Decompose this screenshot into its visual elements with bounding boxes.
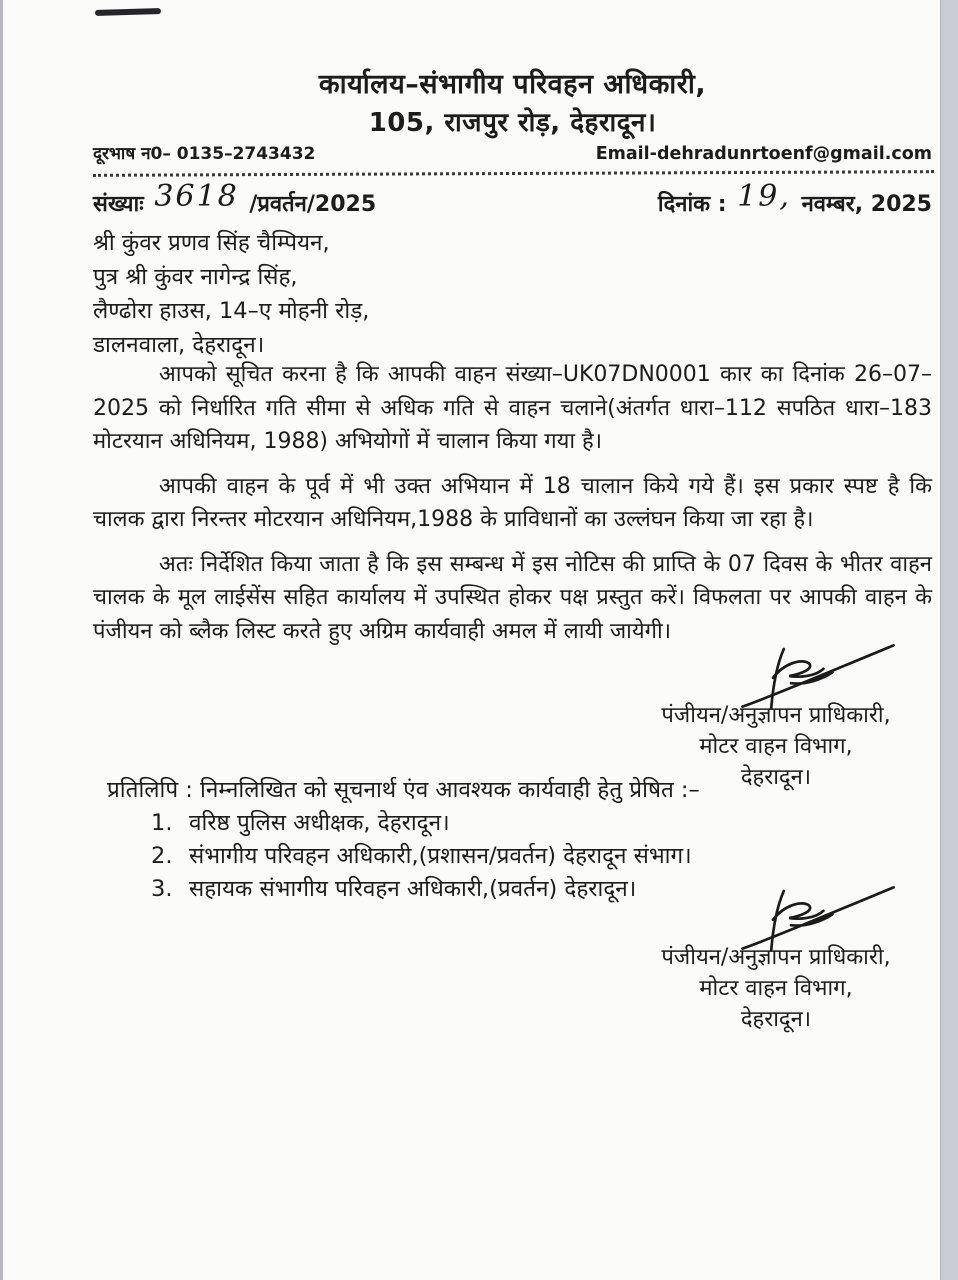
letter-body [93,358,932,659]
copy-item-text: सहायक संभागीय परिवहन अधिकारी,(प्रवर्तन) देहरादून। [189,876,637,902]
paragraph-1: आपको सूचित करना है कि आपकी वाहन संख्या–UK07DN0001 कार का दिनांक 26–07–2025 को निर्धारित गति सीमा से अधिक गति से वाहन चलाने(अंतर्गत धारा–112 सपठित धारा–183 मोटरयान अधिनियम, 1988) अभियोगों में चालान किया गया है। [93,362,932,454]
signatory-department: मोटर वाहन विभाग, [699,976,853,1001]
copy-item-number: 3. [151,876,173,902]
scan-artifact-streak [95,8,161,16]
signatory-place: देहरादून। [740,1007,812,1032]
copy-item-number: 1. [151,810,173,836]
dotted-separator [93,170,934,177]
reference-number [93,179,377,219]
addressee-father: पुत्र श्री कुंवर नागेन्द्र सिंह, [93,264,298,290]
copy-item-text: संभागीय परिवहन अधिकारी,(प्रशासन/प्रवर्तन) देहरादून संभाग। [189,843,692,869]
paragraph-3: अतः निर्देशित किया जाता है कि इस सम्बन्ध में इस नोटिस की प्राप्ति के 07 दिवस के भीतर वाहन चालक के मूल लाईसेंस सहित कार्यालय में उपस्थित होकर पक्ष प्रस्तुत करें। विफलता पर आपकी वाहन के पंजीयन को ब्लैक लिस्ट करते हुए अग्रिम कार्यवाही अमल में लायी जायेगी। [93,551,932,644]
letter-date [657,179,932,219]
addressee-street: लैण्ढोरा हाउस, 14–ए मोहनी रोड़, [93,298,370,324]
phone-number: दूरभाष न0– 0135–2743432 [93,144,316,164]
reference-number-suffix: /प्रवर्तन/2025 [249,192,377,217]
contact-row [93,138,932,164]
signature-block-2 [626,882,926,1035]
date-label: दिनांक : [657,192,727,217]
letterhead [93,66,932,142]
reference-number-handwritten: 3618 [154,179,239,214]
reference-number-label: संख्याः [93,192,144,217]
addressee-city: डालनवाला, देहरादून। [93,332,265,358]
copy-item-text: वरिष्ठ पुलिस अधीक्षक, देहरादून। [189,810,450,836]
office-address: 105, राजपुर रोड़, देहरादून। [368,108,657,138]
copy-item-number: 2. [151,843,173,869]
email-address: Email-dehradunrtoenf@gmail.com [595,144,932,164]
addressee-name: श्री कुंवर प्रणव सिंह चैम्पियन, [93,230,330,256]
office-title: कार्यालय–संभागीय परिवहन अधिकारी, [318,69,707,100]
copy-to-item-2 [151,840,932,873]
signatory-department: मोटर वाहन विभाग, [699,734,853,759]
copy-to-heading: प्रतिलिपि : निम्नलिखित को सूचनार्थ एंव आवश्यक कार्यवाही हेतु प्रेषित :– [107,777,700,803]
date-suffix: नवम्बर, 2025 [801,192,932,217]
date-handwritten: 19, [737,179,791,214]
signature-block-1 [626,640,926,793]
addressee-block [93,226,369,362]
reference-row [93,179,932,219]
signatory-designation: पंजीयन/अनुज्ञापन प्राधिकारी, [661,703,891,728]
signatory-designation: पंजीयन/अनुज्ञापन प्राधिकारी, [661,945,891,970]
copy-to-item-1 [151,807,932,840]
paragraph-2: आपकी वाहन के पूर्व में भी उक्त अभियान में 18 चालान किये गये हैं। इस प्रकार स्पष्ट है कि चालक द्वारा निरन्तर मोटरयान अधिनियम,1988 के प्राविधानों का उल्लंघन किया जा रहा है। [93,473,932,532]
signatory-place: देहरादून। [740,765,812,790]
